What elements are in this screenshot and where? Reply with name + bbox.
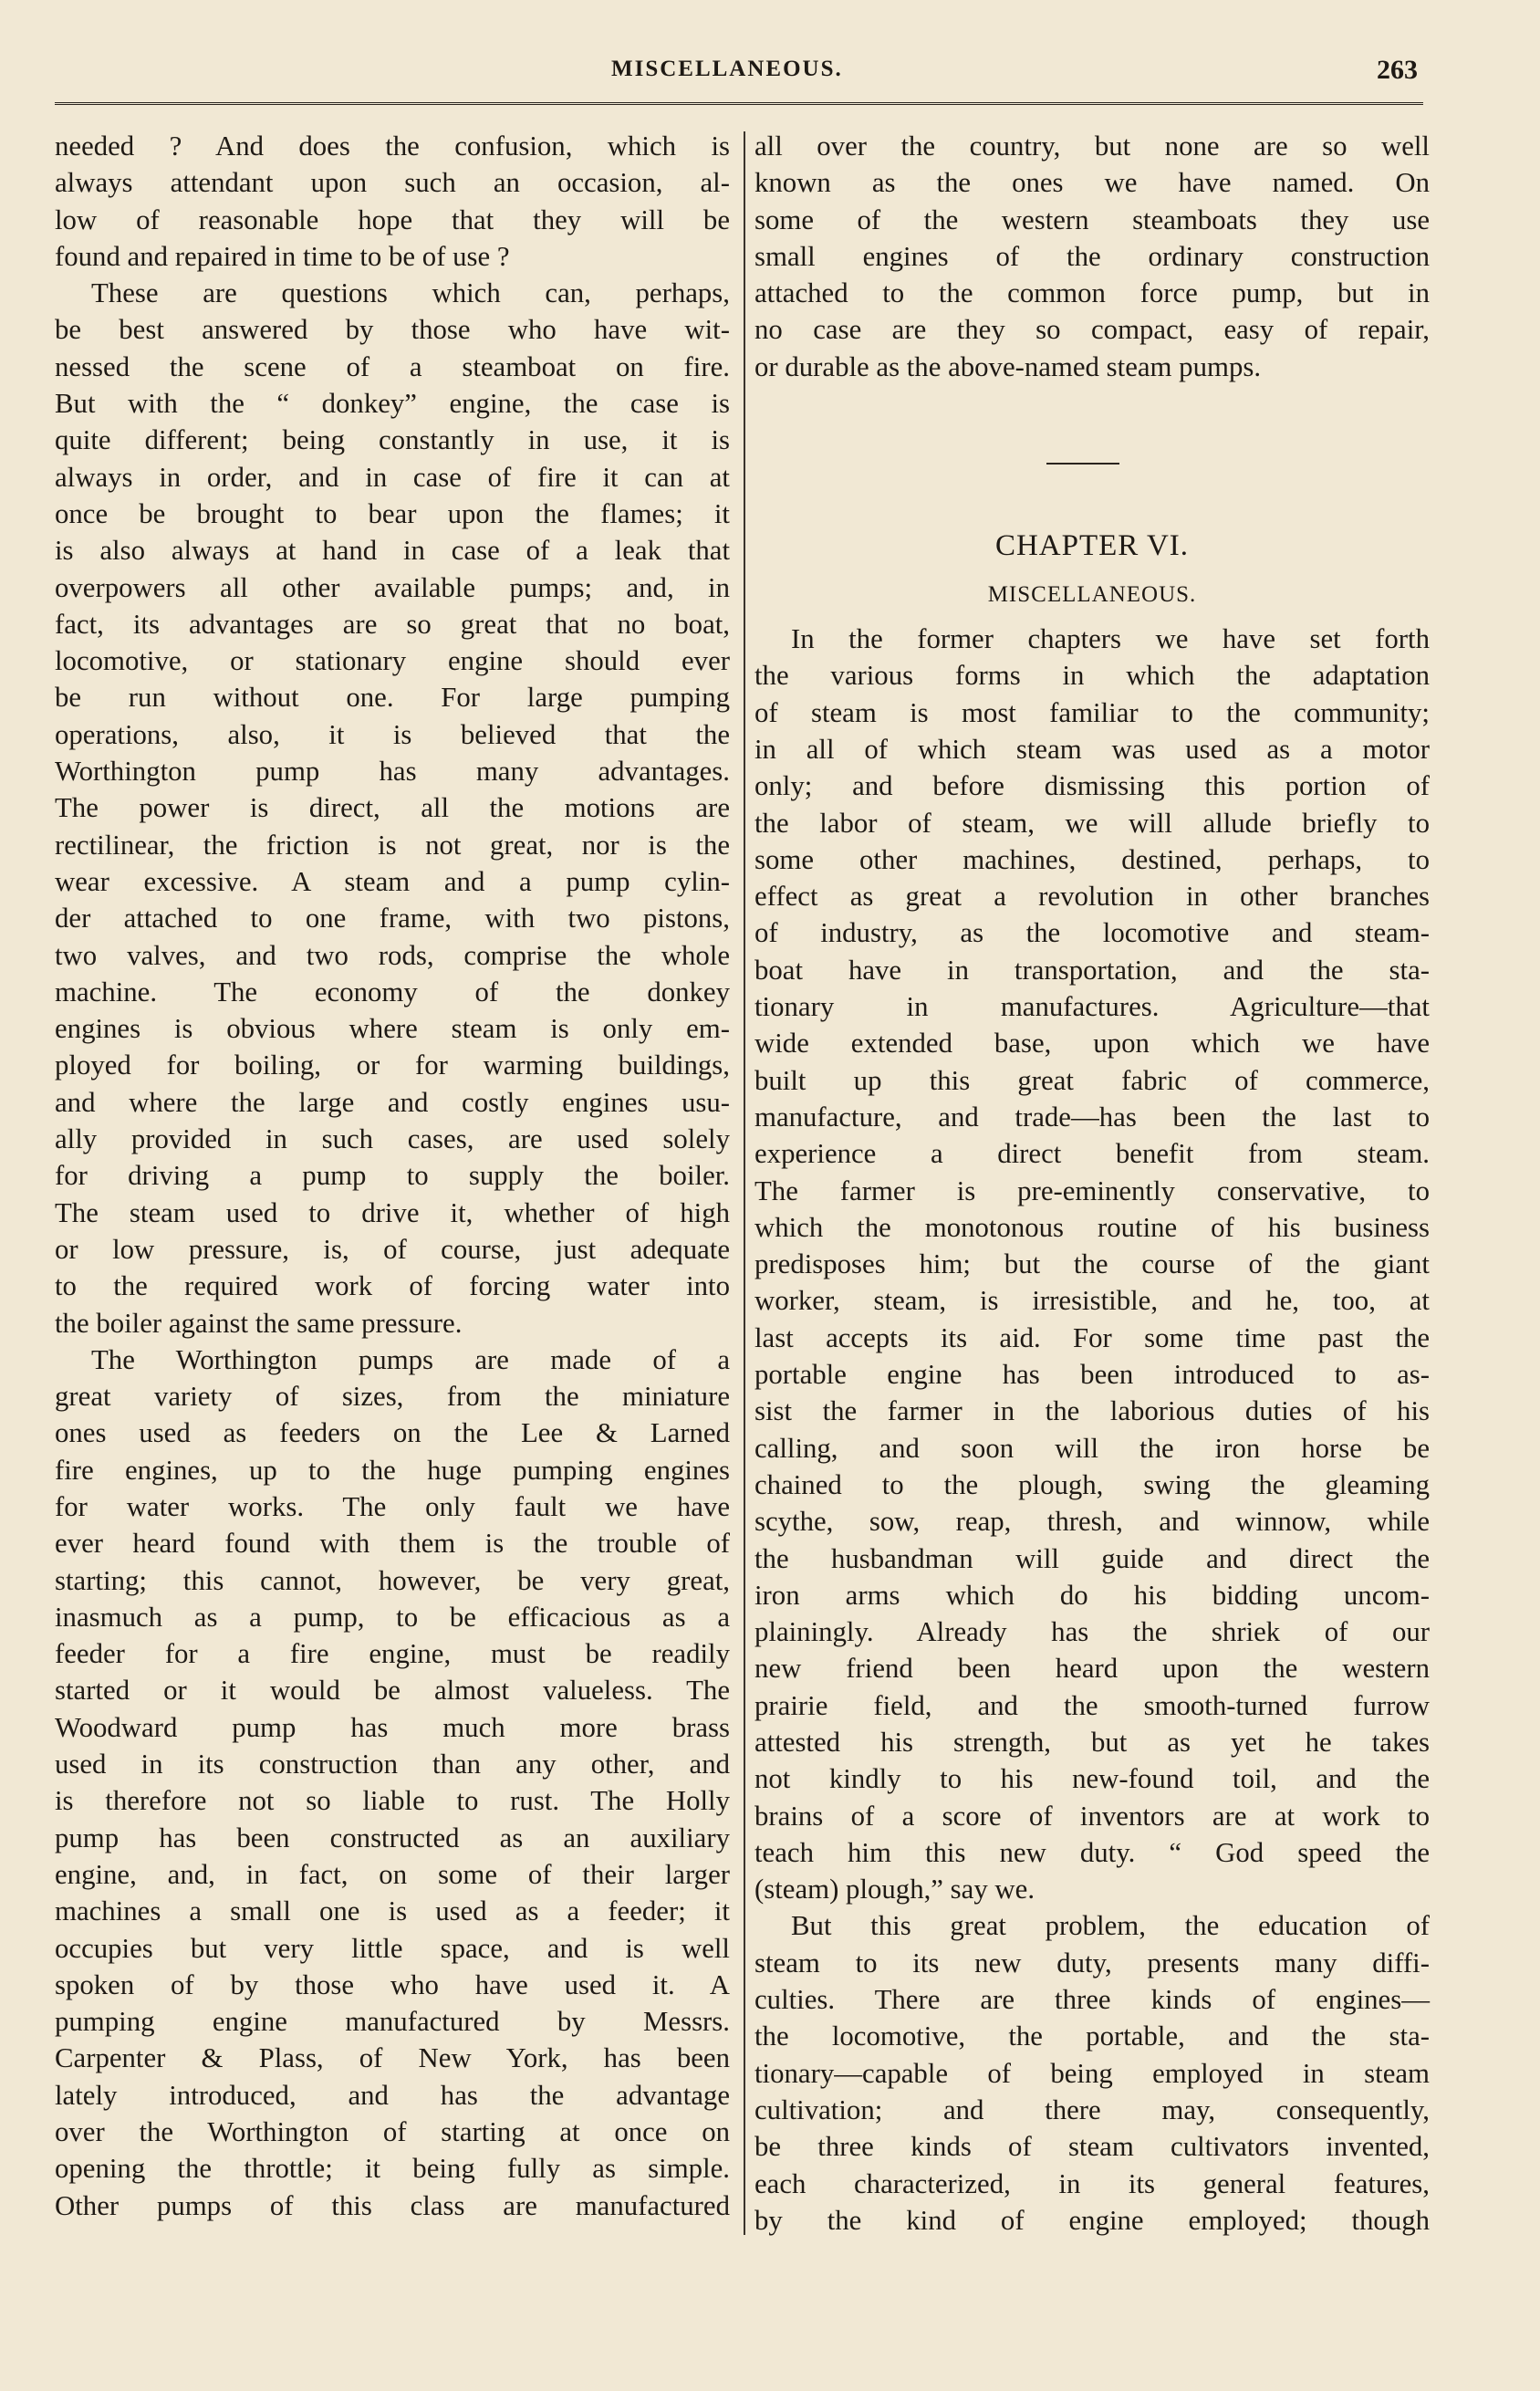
text-line: machines a small one is used as a feeder; it (55, 1895, 730, 1927)
text-line: used in its construction than any other, and (55, 1749, 730, 1780)
text-line: Other pumps of this class are manufactured (55, 2189, 730, 2221)
text-line: iron arms which do his bidding uncom- (754, 1579, 1430, 1611)
text-line: pump has been constructed as an auxiliary (55, 1822, 730, 1853)
text-line: effect as great a revolution in other branches (754, 881, 1430, 913)
text-line: always attendant upon such an occasion, al- (55, 167, 730, 199)
text-line: ployed for boiling, or for warming buildings, (55, 1049, 730, 1081)
text-line: Woodward pump has much more brass (55, 1711, 730, 1743)
text-line: Carpenter & Plass, of New York, has been (55, 2042, 730, 2074)
text-line: be best answered by those who have wit- (55, 314, 730, 346)
text-line: great variety of sizes, from the miniature (55, 1381, 730, 1413)
text-line: But with the “ donkey” engine, the case is (55, 388, 730, 420)
text-line: prairie field, and the smooth-turned furrow (754, 1689, 1430, 1721)
text-line: is therefore not so liable to rust. The Holly (55, 1785, 730, 1817)
text-line: brains of a score of inventors are at work to (754, 1800, 1430, 1832)
text-line: These are questions which can, perhaps, (91, 277, 730, 309)
text-line: in all of which steam was used as a motor (754, 733, 1430, 765)
text-line: But this great problem, the education of (791, 1910, 1430, 1942)
text-line: no case are they so compact, easy of repair, (754, 314, 1430, 346)
text-line: predisposes him; but the course of the giant (754, 1248, 1430, 1280)
text-line: overpowers all other available pumps; and, in (55, 571, 730, 603)
text-line: pumping engine manufactured by Messrs. (55, 2006, 730, 2038)
text-line: known as the ones we have named. On (754, 167, 1430, 199)
text-line: the locomotive, the portable, and the sta- (754, 2020, 1430, 2052)
text-line: boat have in transportation, and the sta- (754, 954, 1430, 986)
text-line: engines is obvious where steam is only em- (55, 1013, 730, 1045)
text-line: (steam) plough,” say we. (754, 1874, 1035, 1905)
text-line: tionary in manufactures. Agriculture—that (754, 991, 1430, 1023)
text-line: opening the throttle; it being fully as simple. (55, 2153, 730, 2185)
text-line: locomotive, or stationary engine should ever (55, 645, 730, 677)
text-line: quite different; being constantly in use, it is (55, 424, 730, 456)
left-column (55, 128, 730, 2224)
text-line: ever heard found with them is the trouble of (55, 1528, 730, 1560)
text-line: built up this great fabric of commerce, (754, 1064, 1430, 1096)
chapter-subtitle: MISCELLANEOUS. (987, 582, 1197, 608)
text-line: wide extended base, upon which we have (754, 1028, 1430, 1060)
text-line: some of the western steamboats they use (754, 204, 1430, 235)
text-line: sist the farmer in the laborious duties of his (754, 1395, 1430, 1427)
text-line: or durable as the above-named steam pumps. (754, 350, 1262, 382)
text-line: plainingly. Already has the shriek of our (754, 1616, 1430, 1648)
text-line: The farmer is pre-eminently conservative, to (754, 1175, 1430, 1206)
text-line: only; and before dismissing this portion of (754, 770, 1430, 802)
text-line: to the required work of forcing water into (55, 1270, 730, 1302)
column-divider (744, 131, 745, 2235)
text-line: which the monotonous routine of his business (754, 1211, 1430, 1243)
text-line: engine, and, in fact, on some of their larger (55, 1858, 730, 1890)
text-line: ally provided in such cases, are used solely (55, 1123, 730, 1155)
text-line: some other machines, destined, perhaps, to (754, 843, 1430, 875)
text-line: new friend been heard upon the western (754, 1653, 1430, 1685)
text-line: culties. There are three kinds of engines— (754, 1984, 1430, 2016)
text-line: experience a direct benefit from steam. (754, 1138, 1430, 1170)
text-line: found and repaired in time to be of use ? (55, 240, 510, 272)
text-line: the labor of steam, we will allude briefly to (754, 807, 1430, 839)
text-line: low of reasonable hope that they will be (55, 204, 730, 235)
text-line: calling, and soon will the iron horse be (754, 1432, 1430, 1464)
page-number: 263 (1377, 55, 1418, 85)
text-line: needed ? And does the confusion, which is (55, 131, 730, 162)
text-line: scythe, sow, reap, thresh, and winnow, while (754, 1506, 1430, 1538)
text-line: steam to its new duty, presents many diffi- (754, 1947, 1430, 1979)
text-line: ones used as feeders on the Lee & Larned (55, 1417, 730, 1449)
separator-rule (1046, 463, 1119, 465)
text-line: fact, its advantages are so great that no boat, (55, 608, 730, 640)
text-line: worker, steam, is irresistible, and he, too, at (754, 1285, 1430, 1317)
text-line: machine. The economy of the donkey (55, 976, 730, 1008)
text-line: fire engines, up to the huge pumping engines (55, 1454, 730, 1486)
text-line: attached to the common force pump, but in (754, 277, 1430, 309)
text-line: and where the large and costly engines usu- (55, 1086, 730, 1118)
text-line: for water works. The only fault we have (55, 1490, 730, 1522)
text-line: chained to the plough, swing the gleaming (754, 1468, 1430, 1500)
text-line: Worthington pump has many advantages. (55, 756, 730, 788)
text-line: spoken of by those who have used it. A (55, 1968, 730, 2000)
text-line: the various forms in which the adaptation (754, 660, 1430, 692)
text-line: feeder for a fire engine, must be readily (55, 1638, 730, 1670)
text-line: be run without one. For large pumping (55, 682, 730, 714)
text-line: last accepts its aid. For some time past the (754, 1321, 1430, 1353)
page-header (55, 55, 1423, 100)
text-line: two valves, and two rods, comprise the whole (55, 939, 730, 971)
text-line: over the Worthington of starting at once on (55, 2116, 730, 2148)
text-line: In the former chapters we have set forth (791, 623, 1430, 655)
text-line: operations, also, it is believed that the (55, 718, 730, 750)
text-line: lately introduced, and has the advantage (55, 2079, 730, 2111)
text-line: The Worthington pumps are made of a (91, 1343, 730, 1375)
text-line: of industry, as the locomotive and steam- (754, 917, 1430, 949)
text-line: der attached to one frame, with two pistons, (55, 903, 730, 934)
text-line: nessed the scene of a steamboat on fire. (55, 350, 730, 382)
text-line: The power is direct, all the motions are (55, 792, 730, 824)
text-line: starting; this cannot, however, be very great, (55, 1564, 730, 1596)
text-line: the boiler against the same pressure. (55, 1307, 463, 1339)
text-line: for driving a pump to supply the boiler. (55, 1160, 730, 1192)
text-line: started or it would be almost valueless. The (55, 1675, 730, 1707)
text-line: occupies but very little space, and is well (55, 1932, 730, 1964)
text-line: is also always at hand in case of a leak that (55, 535, 730, 567)
text-line: or low pressure, is, of course, just adequate (55, 1233, 730, 1265)
text-line: the husbandman will guide and direct the (754, 1542, 1430, 1574)
text-line: be three kinds of steam cultivators invented, (754, 2131, 1430, 2163)
text-line: rectilinear, the friction is not great, nor is the (55, 829, 730, 861)
text-line: by the kind of engine employed; though (754, 2204, 1430, 2236)
text-line: cultivation; and there may, consequently, (754, 2093, 1430, 2125)
text-line: small engines of the ordinary construction (754, 240, 1430, 272)
text-line: of steam is most familiar to the community; (754, 696, 1430, 728)
header-rule (55, 102, 1423, 105)
text-line: once be brought to bear upon the flames; it (55, 497, 730, 529)
text-line: inasmuch as a pump, to be efficacious as a (55, 1601, 730, 1633)
text-line: wear excessive. A steam and a pump cylin- (55, 865, 730, 897)
text-line: each characterized, in its general features, (754, 2167, 1430, 2199)
chapter-title: CHAPTER VI. (994, 529, 1190, 563)
text-line: The steam used to drive it, whether of high (55, 1196, 730, 1228)
running-head: MISCELLANEOUS. (611, 57, 843, 81)
text-line: teach him this new duty. “ God speed the (754, 1836, 1430, 1868)
text-line: manufacture, and trade—has been the last to (754, 1101, 1430, 1133)
text-line: all over the country, but none are so well (754, 131, 1430, 162)
text-line: attested his strength, but as yet he takes (754, 1726, 1430, 1758)
text-line: always in order, and in case of fire it can at (55, 461, 730, 493)
text-line: portable engine has been introduced to as- (754, 1359, 1430, 1391)
text-line: not kindly to his new-found toil, and the (754, 1763, 1430, 1795)
text-line: tionary—capable of being employed in steam (754, 2057, 1430, 2089)
section-separator (754, 385, 1430, 522)
right-column (754, 128, 1430, 2239)
